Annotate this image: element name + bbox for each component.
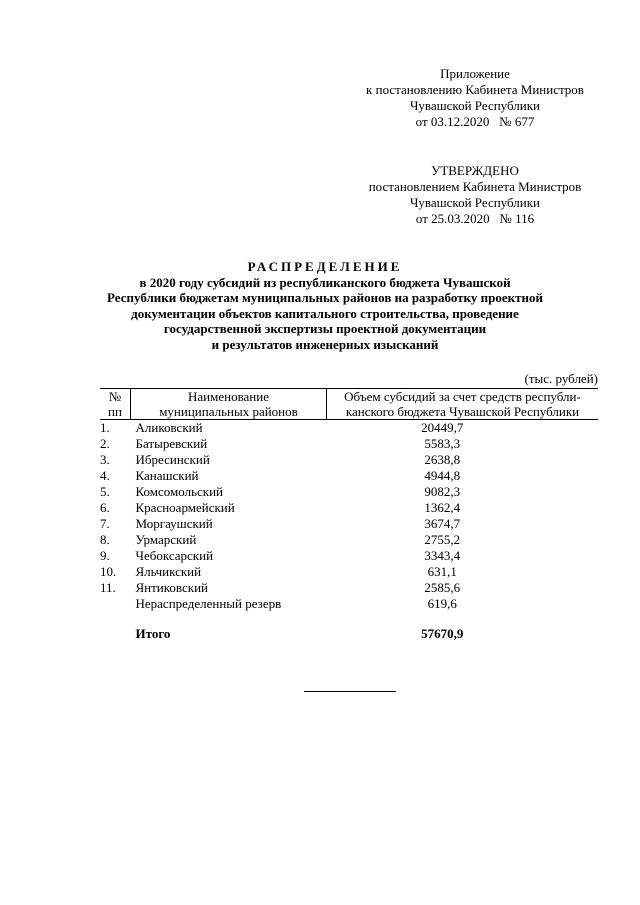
- appendix-line: к постановлению Кабинета Министров: [366, 82, 584, 97]
- row-number: 9.: [100, 548, 110, 563]
- header-number: [100, 389, 131, 420]
- table-row: [100, 452, 598, 468]
- appendix-line: Приложение: [440, 66, 510, 81]
- district-name: Яльчикский: [135, 564, 202, 579]
- subsidy-value: 1362,4: [424, 500, 461, 515]
- subsidy-value: 2638,8: [424, 452, 461, 467]
- approval-block: [350, 163, 600, 227]
- row-number: [100, 596, 131, 612]
- table-row: [100, 548, 598, 564]
- table-header: [100, 389, 598, 420]
- header-text: №: [108, 389, 122, 404]
- district-name: Ибресинский: [135, 452, 210, 467]
- units-label: (тыс. рублей): [524, 371, 598, 386]
- table-row: [100, 532, 598, 548]
- header-text: Объем субсидий за счет средств республи-: [344, 389, 581, 404]
- row-number: 7.: [100, 516, 110, 531]
- header-name: [131, 389, 327, 420]
- district-name: Чебоксарский: [135, 548, 214, 563]
- row-number: 10.: [100, 564, 117, 579]
- table-row: [100, 516, 598, 532]
- approval-line: постановлением Кабинета Министров: [368, 179, 582, 194]
- subsidy-value: 5583,3: [424, 436, 461, 451]
- subsidy-value: 20449,7: [421, 420, 464, 435]
- title-line: документации объектов капитального строительства, проведение: [131, 305, 519, 321]
- district-name: Моргаушский: [135, 516, 213, 531]
- district-name: Канашский: [135, 468, 199, 483]
- title-line: в 2020 году субсидий из республиканского бюджета Чувашской: [139, 274, 511, 290]
- approval-line: Чувашской Республики: [409, 195, 541, 210]
- subsidy-value: 631,1: [427, 564, 457, 579]
- total-row: [100, 612, 598, 642]
- appendix-line: Чувашской Республики: [409, 98, 541, 113]
- row-number: 2.: [100, 436, 110, 451]
- row-number: 8.: [100, 532, 110, 547]
- total-label: Итого: [135, 626, 171, 641]
- district-name: Комсомольский: [135, 484, 223, 499]
- title-heading: РАСПРЕДЕЛЕНИЕ: [247, 259, 403, 274]
- header-text: муниципальных районов: [159, 404, 298, 419]
- row-number: 6.: [100, 500, 110, 515]
- row-number: 4.: [100, 468, 110, 483]
- header-text: пп: [108, 404, 122, 419]
- table-row: [100, 436, 598, 452]
- approval-line: УТВЕРЖДЕНО: [431, 163, 519, 178]
- document-title: [100, 259, 550, 352]
- table-row: [100, 468, 598, 484]
- total-value: 57670,9: [421, 626, 464, 641]
- district-name: Красноармейский: [135, 500, 235, 515]
- header-value: [327, 389, 599, 420]
- district-name: Урмарский: [135, 532, 197, 547]
- closing-rule: [304, 691, 396, 692]
- subsidy-value: 2585,6: [424, 580, 461, 595]
- title-line: Республики бюджетам муниципальных районов на разработку проектной: [107, 290, 543, 305]
- subsidy-value: 3343,4: [424, 548, 461, 563]
- table-row: [100, 484, 598, 500]
- district-name: Аликовский: [135, 420, 203, 435]
- row-number: 3.: [100, 452, 110, 467]
- header-text: Наименование: [188, 389, 269, 404]
- table-row: [100, 596, 598, 612]
- row-number: 11.: [100, 580, 116, 595]
- subsidy-table: [100, 388, 598, 642]
- appendix-block: [340, 66, 610, 130]
- title-line: государственной экспертизы проектной документации: [163, 321, 487, 336]
- district-name: Батыревский: [135, 436, 208, 451]
- table-row: [100, 564, 598, 580]
- appendix-line: от 03.12.2020 № 677: [415, 114, 535, 129]
- table-row: [100, 500, 598, 516]
- subsidy-value: 9082,3: [424, 484, 461, 499]
- subsidy-value: 4944,8: [424, 468, 461, 483]
- title-line: и результатов инженерных изысканий: [211, 336, 439, 352]
- subsidy-value: 2755,2: [424, 532, 461, 547]
- table-row: [100, 580, 598, 596]
- row-number: 1.: [100, 420, 110, 435]
- subsidy-value: 3674,7: [424, 516, 461, 531]
- approval-line: от 25.03.2020 № 116: [415, 211, 535, 226]
- row-number: 5.: [100, 484, 110, 499]
- total-number: [100, 612, 131, 642]
- district-name: Янтиковский: [135, 580, 208, 595]
- district-name: Нераспределенный резерв: [135, 596, 282, 611]
- table-row: [100, 420, 598, 437]
- header-text: канского бюджета Чувашской Республики: [345, 404, 580, 419]
- subsidy-value: 619,6: [427, 596, 457, 611]
